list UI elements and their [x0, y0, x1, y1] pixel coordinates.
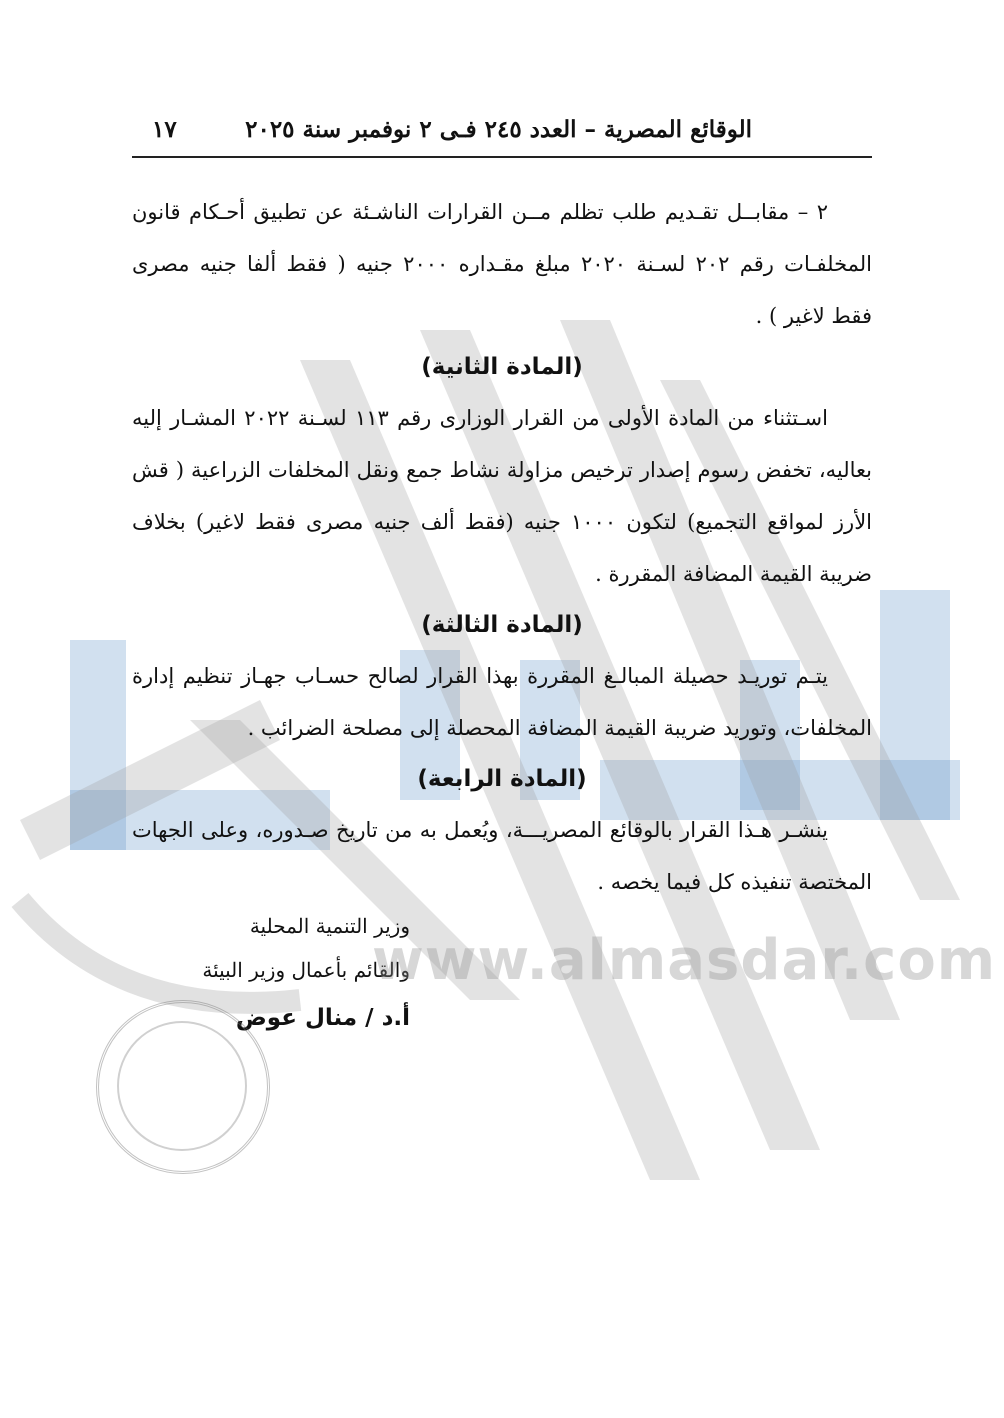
signatory-name: أ.د / منال عوض [235, 1005, 410, 1031]
signatory-title-1: وزير التنمية المحلية [249, 914, 410, 938]
header-divider [132, 156, 872, 158]
watermark-url: www.almasdar.com [372, 928, 997, 993]
ministry-seal-stamp [96, 1000, 270, 1174]
document-body [132, 186, 872, 908]
gazette-title: الوقائع المصرية – العدد ٢٤٥ فـى ٢ نوفمبر سنة ٢٠٢٥ [245, 116, 752, 143]
article-4-paragraph: ينشـر هـذا القرار بالوقائع المصريـــة، ويُعمل به من تاريخ صـدوره، وعلى الجهات المختصة تنفيذه كل فيما يخصه . [132, 818, 872, 894]
article-2-heading: (المادة الثانية) [421, 354, 583, 380]
page-header [132, 112, 872, 152]
item-2-paragraph: ٢ – مقابــل تقـديم طلب تظلم مــن القرارات الناشـئة عن تطبيق أحـكام قانون المخلفـات رقم ٢٠٢ لسـنة ٢٠٢٠ مبلغ مقـداره ٢٠٠٠ جنيه ( فقط ألفا جنيه مصرى فقط لاغير ) . [132, 200, 873, 328]
article-3-paragraph: يتـم توريـد حصيلة المبالـغ المقررة بهذا القرار لصالح حسـاب جهـاز تنظيم إدارة المخلفات، وتوريد ضريبة القيمة المضافة المحصلة إلى مصلحة الضرائب . [132, 664, 872, 740]
signatory-title-2: والقائم بأعمال وزير البيئة [202, 958, 410, 982]
page-number: ١٧ [152, 116, 177, 143]
article-4-heading: (المادة الرابعة) [417, 766, 587, 792]
article-3-heading: (المادة الثالثة) [421, 612, 583, 638]
article-2-paragraph: اسـتثناء من المادة الأولى من القرار الوزارى رقم ١١٣ لسـنة ٢٠٢٢ المشـار إليه بعاليه، تخفض رسوم إصدار ترخيص مزاولة نشاط جمع ونقل المخلفات الزراعية ( قش الأرز لمواقع التجميع) لتكون ١٠٠٠ جنيه (فقط ألف جنيه مصرى فقط لاغير) بخلاف ضريبة القيمة المضافة المقررة . [132, 406, 873, 586]
